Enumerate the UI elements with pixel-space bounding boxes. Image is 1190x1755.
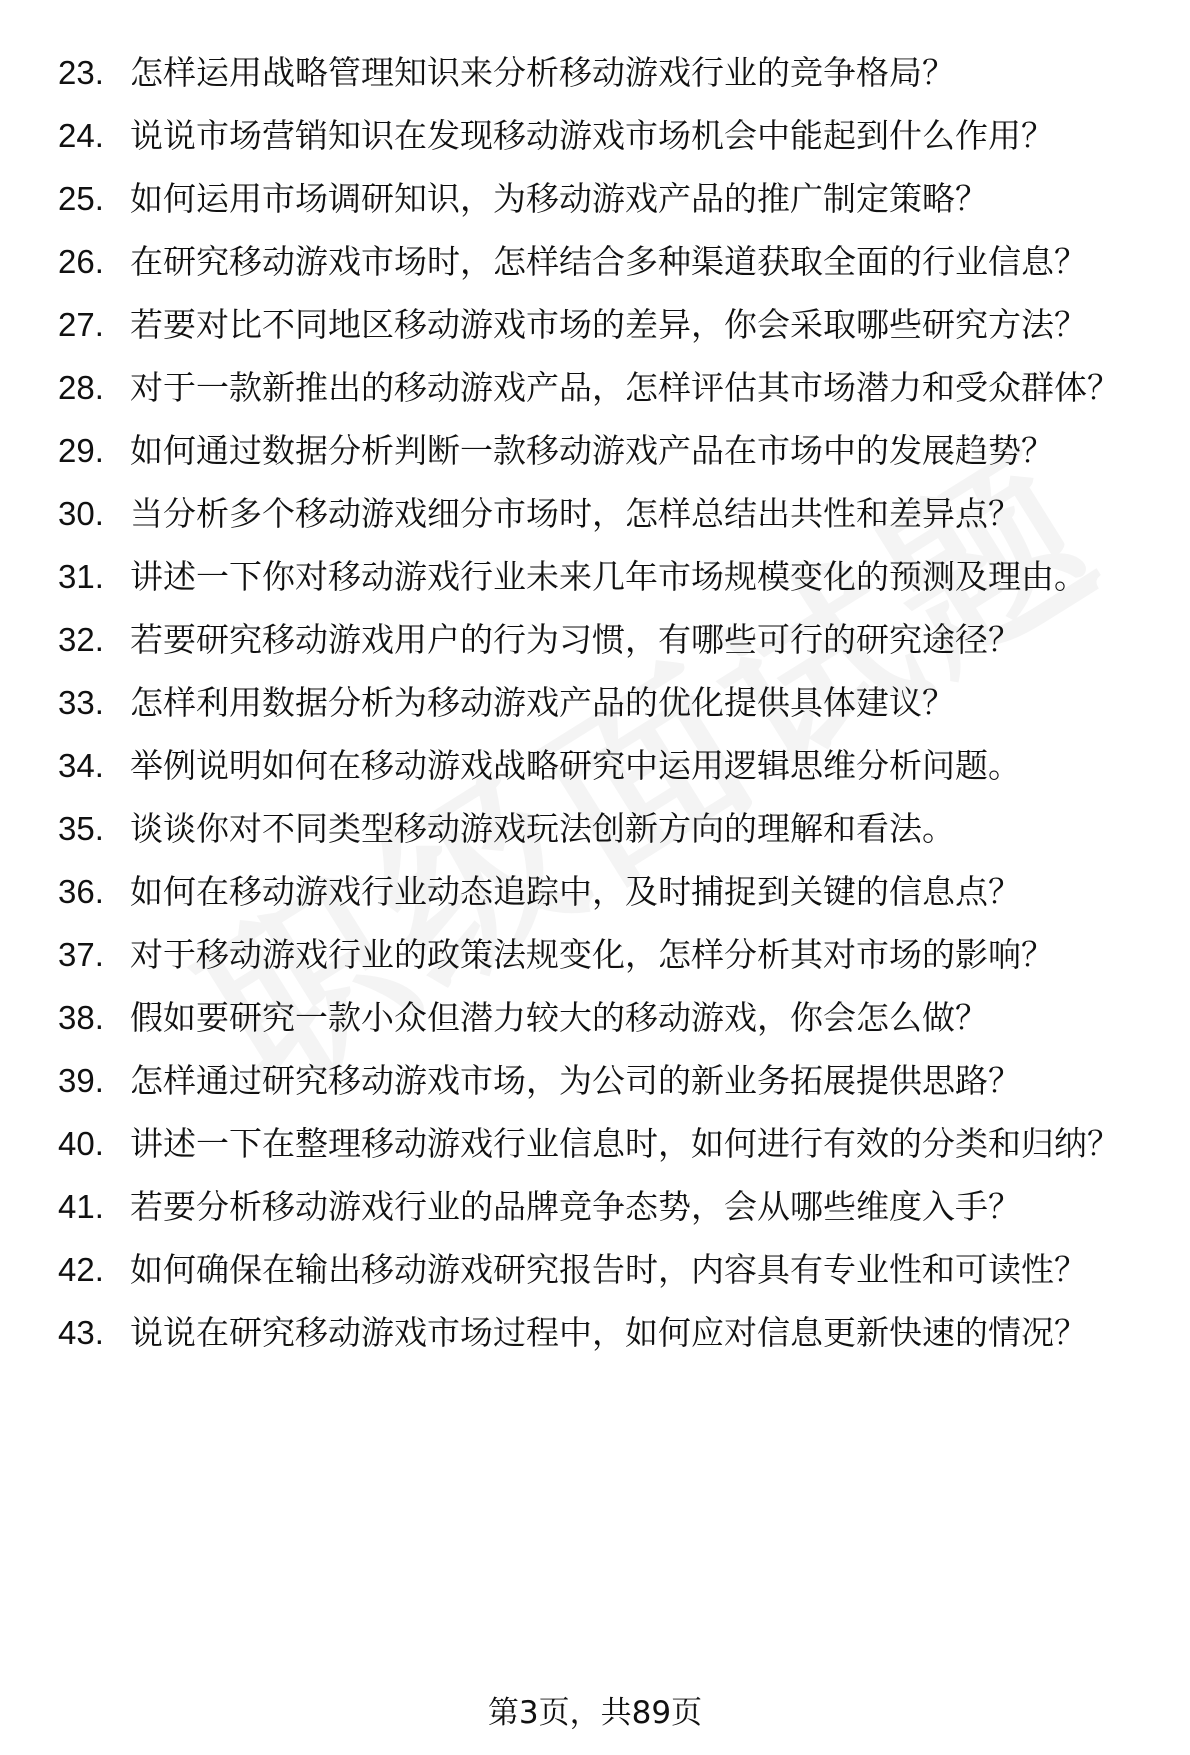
question-text: 在研究移动游戏市场时，怎样结合多种渠道获取全面的行业信息？	[130, 242, 1087, 281]
question-number: 39.	[58, 1062, 104, 1099]
question-text: 怎样利用数据分析为移动游戏产品的优化提供具体建议？	[130, 683, 955, 722]
question-item	[0, 178, 1190, 219]
question-text: 说说市场营销知识在发现移动游戏市场机会中能起到什么作用？	[130, 116, 1054, 155]
question-item	[0, 619, 1190, 660]
question-text: 举例说明如何在移动游戏战略研究中运用逻辑思维分析问题。	[130, 746, 1021, 785]
question-number: 40.	[58, 1125, 104, 1162]
question-item	[0, 745, 1190, 786]
question-number: 36.	[58, 873, 104, 910]
question-item	[0, 367, 1190, 408]
question-item	[0, 304, 1190, 345]
question-number: 35.	[58, 810, 104, 847]
question-text: 对于一款新推出的移动游戏产品，怎样评估其市场潜力和受众群体？	[130, 368, 1120, 407]
question-number: 29.	[58, 432, 104, 469]
question-list	[0, 52, 1190, 1375]
question-text: 若要研究移动游戏用户的行为习惯，有哪些可行的研究途径？	[130, 620, 1021, 659]
question-item	[0, 1186, 1190, 1227]
question-text: 讲述一下在整理移动游戏行业信息时，如何进行有效的分类和归纳？	[130, 1124, 1120, 1163]
question-number: 23.	[58, 54, 104, 91]
question-number: 32.	[58, 621, 104, 658]
question-number: 24.	[58, 117, 104, 154]
question-item	[0, 556, 1190, 597]
question-text: 讲述一下你对移动游戏行业未来几年市场规模变化的预测及理由。	[130, 557, 1087, 596]
question-text: 如何确保在输出移动游戏研究报告时，内容具有专业性和可读性？	[130, 1250, 1087, 1289]
question-text: 如何通过数据分析判断一款移动游戏产品在市场中的发展趋势？	[130, 431, 1054, 470]
question-number: 25.	[58, 180, 104, 217]
question-text: 若要分析移动游戏行业的品牌竞争态势，会从哪些维度入手？	[130, 1187, 1021, 1226]
question-number: 30.	[58, 495, 104, 532]
question-number: 26.	[58, 243, 104, 280]
question-number: 27.	[58, 306, 104, 343]
question-text: 怎样通过研究移动游戏市场，为公司的新业务拓展提供思路？	[130, 1061, 1021, 1100]
question-item	[0, 52, 1190, 93]
question-item	[0, 871, 1190, 912]
question-item	[0, 1249, 1190, 1290]
question-text: 如何在移动游戏行业动态追踪中，及时捕捉到关键的信息点？	[130, 872, 1021, 911]
question-text: 对于移动游戏行业的政策法规变化，怎样分析其对市场的影响？	[130, 935, 1054, 974]
page-footer: 第3页，共89页	[487, 1695, 703, 1731]
question-item	[0, 1123, 1190, 1164]
question-item	[0, 241, 1190, 282]
question-text: 说说在研究移动游戏市场过程中，如何应对信息更新快速的情况？	[130, 1313, 1087, 1352]
question-item	[0, 934, 1190, 975]
question-item	[0, 430, 1190, 471]
question-item	[0, 808, 1190, 849]
question-item	[0, 997, 1190, 1038]
question-number: 43.	[58, 1314, 104, 1351]
question-text: 怎样运用战略管理知识来分析移动游戏行业的竞争格局？	[130, 53, 955, 92]
question-number: 37.	[58, 936, 104, 973]
question-text: 假如要研究一款小众但潜力较大的移动游戏，你会怎么做？	[130, 998, 988, 1037]
question-item	[0, 115, 1190, 156]
question-number: 33.	[58, 684, 104, 721]
question-text: 如何运用市场调研知识，为移动游戏产品的推广制定策略？	[130, 179, 988, 218]
question-text: 当分析多个移动游戏细分市场时，怎样总结出共性和差异点？	[130, 494, 1021, 533]
question-item	[0, 682, 1190, 723]
question-item	[0, 1060, 1190, 1101]
question-item	[0, 493, 1190, 534]
question-text: 若要对比不同地区移动游戏市场的差异，你会采取哪些研究方法？	[130, 305, 1087, 344]
question-number: 28.	[58, 369, 104, 406]
question-number: 42.	[58, 1251, 104, 1288]
question-text: 谈谈你对不同类型移动游戏玩法创新方向的理解和看法。	[130, 809, 955, 848]
question-item	[0, 1312, 1190, 1353]
question-number: 31.	[58, 558, 104, 595]
question-number: 34.	[58, 747, 104, 784]
question-number: 38.	[58, 999, 104, 1036]
question-number: 41.	[58, 1188, 104, 1225]
